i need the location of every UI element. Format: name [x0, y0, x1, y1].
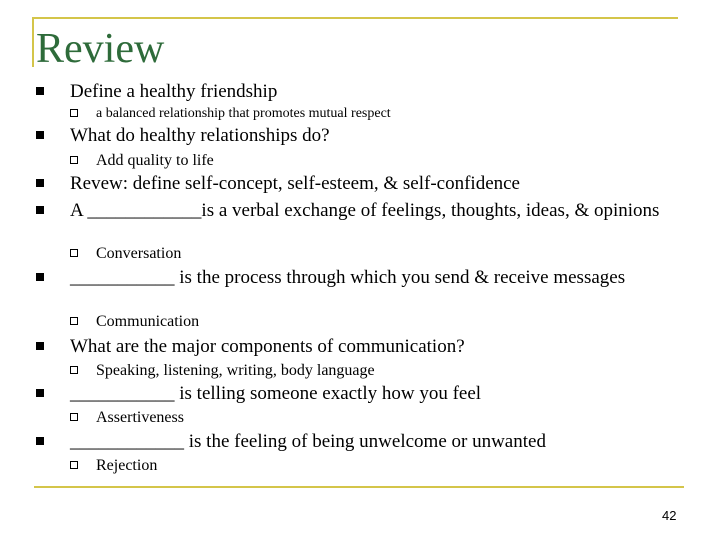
page-number: 42 — [662, 508, 677, 523]
sub-bullet-text: Add quality to life — [96, 152, 214, 169]
hollow-square-bullet-icon — [70, 317, 78, 325]
square-bullet-icon — [36, 273, 44, 281]
hollow-square-bullet-icon — [70, 461, 78, 469]
sub-bullet-text: a balanced relationship that promotes mutual respect — [96, 106, 391, 121]
square-bullet-icon — [36, 131, 44, 139]
hollow-square-bullet-icon — [70, 413, 78, 421]
bullet-text: ___________ is telling someone exactly how you feel — [70, 383, 482, 404]
hollow-square-bullet-icon — [70, 249, 78, 257]
sub-bullet-text: Rejection — [96, 457, 158, 474]
bullet-text: What are the major components of communication? — [70, 336, 465, 357]
square-bullet-icon — [36, 342, 44, 350]
sub-bullet-text: Speaking, listening, writing, body language — [96, 362, 375, 379]
slide-title: Review — [36, 26, 165, 72]
hollow-square-bullet-icon — [70, 156, 78, 164]
square-bullet-icon — [36, 179, 44, 187]
frame-left-line — [32, 17, 34, 67]
frame-bottom-line — [34, 486, 684, 488]
bullet-text: ____________ is the feeling of being unwelcome or unwanted — [70, 431, 546, 452]
bullet-text: Define a healthy friendship — [70, 81, 278, 102]
sub-bullet-text: Assertiveness — [96, 409, 184, 426]
square-bullet-icon — [36, 389, 44, 397]
square-bullet-icon — [36, 87, 44, 95]
frame-top-line — [32, 17, 678, 19]
bullet-text: ___________ is the process through which you send & receive messages — [70, 267, 626, 288]
bullet-text: Revew: define self-concept, self-esteem, & self-confidence — [70, 173, 520, 194]
bullet-text: What do healthy relationships do? — [70, 125, 330, 146]
sub-bullet-text: Communication — [96, 313, 200, 330]
bullet-text: A ____________is a verbal exchange of feelings, thoughts, ideas, & opinions — [70, 200, 660, 221]
sub-bullet-text: Conversation — [96, 245, 182, 262]
hollow-square-bullet-icon — [70, 366, 78, 374]
hollow-square-bullet-icon — [70, 109, 78, 117]
square-bullet-icon — [36, 437, 44, 445]
square-bullet-icon — [36, 206, 44, 214]
